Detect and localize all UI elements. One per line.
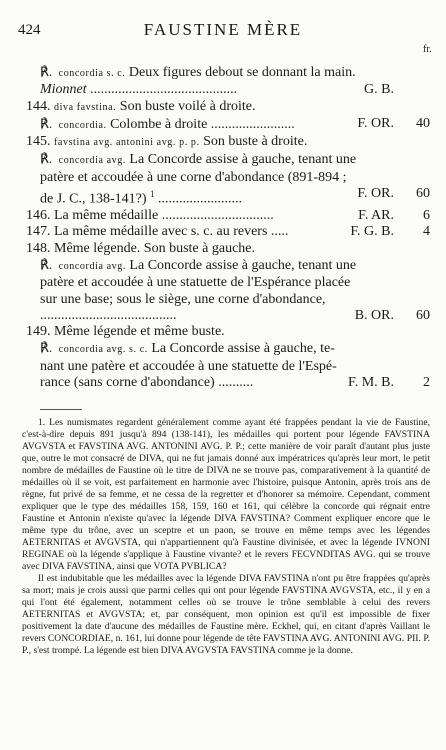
obverse-legend: favstina avg. antonini avg. p. p.: [54, 137, 200, 149]
grade: F. G. B.: [350, 224, 394, 240]
grade: F. AR.: [358, 208, 394, 224]
entry-146: [26, 208, 430, 224]
entry-149: [26, 324, 430, 340]
entry-number: 149.: [26, 324, 51, 340]
reverse-mark: ℟.: [40, 256, 53, 272]
obverse-legend: diva favstina.: [54, 101, 117, 113]
entry-144-reverse: [26, 116, 430, 134]
reverse-mark: ℟.: [40, 340, 53, 356]
reverse-description: patère et accoudée à une statuette de l'Espérance placée: [40, 275, 351, 291]
entry-143-reverse: [26, 64, 430, 82]
entry-number: 147.: [26, 224, 51, 240]
reverse-description: La Concorde assise à gauche, tenant une: [129, 152, 357, 168]
margin-mark: fr.: [423, 44, 432, 55]
reverse-legend: concordia avg.: [58, 155, 126, 167]
entry-147: [26, 224, 430, 240]
entry-148-reverse: [26, 257, 430, 275]
value: 40: [416, 115, 430, 131]
grade: F. OR.: [357, 186, 394, 202]
entry-number: 146.: [26, 208, 51, 224]
entry-148-grade-line: [26, 308, 430, 324]
entry-149-reverse: [26, 340, 430, 358]
leader-dots: ..........................................: [90, 82, 238, 98]
reverse-mark: ℟.: [40, 64, 53, 79]
entry-144: [26, 99, 430, 116]
grade: B. OR.: [354, 307, 394, 323]
description: La même médaille: [54, 208, 159, 224]
entry-number: 144.: [26, 98, 51, 114]
leader-dots: ........................: [210, 116, 295, 132]
value: 60: [416, 186, 430, 202]
entry-148-reverse-cont: [26, 275, 430, 291]
page-number: 424: [18, 22, 41, 38]
reverse-mark: ℟.: [40, 151, 53, 167]
entry-149-reverse-cont: [26, 359, 430, 375]
entry-149-reverse-cont: [26, 375, 430, 391]
reverse-description: Colombe à droite: [110, 116, 208, 132]
entry-145-reverse-cont: [26, 170, 430, 186]
leader-dots: ........................: [158, 191, 243, 207]
obverse-description: Même légende. Son buste à gauche.: [54, 240, 255, 256]
grade: F. OR.: [357, 115, 394, 131]
leader-dots: ................................: [161, 208, 274, 224]
entry-143-reference: [26, 82, 430, 98]
reference-author: Mionnet: [40, 82, 87, 98]
page-title: FAUSTINE MÈRE: [143, 20, 303, 39]
obverse-description: Même légende et même buste.: [54, 324, 225, 340]
reverse-description: La Concorde assise à gauche, tenant une: [129, 257, 357, 273]
grade: F. M. B.: [348, 375, 394, 390]
obverse-description: Son buste voilé à droite.: [119, 98, 256, 114]
reverse-description: de J. C., 138-141?): [40, 191, 147, 207]
reverse-legend: concordia.: [58, 119, 107, 131]
reverse-description: nant une patère et accoudée à une statuette de l'Espé-: [40, 358, 337, 374]
entry-148-reverse-cont: [26, 292, 430, 308]
entry-148: [26, 241, 430, 257]
leader-dots: .......................................: [40, 307, 177, 323]
value: 60: [416, 307, 430, 323]
reverse-description: rance (sans corne d'abondance): [40, 375, 215, 390]
footnote-1-cont: Il est indubitable que les médailles avec la légende DIVA FAVSTINA n'ont pu être frappées qu'après sa mort; mais je crois aussi que parmi celles qui ont pour légende FAVSTINA AVGVSTA, etc., il y en a qui l'ont été également, notamment celles où se trouve le trône semblable à celui des revers AETERNITAS et AVGVSTA; et, par conséquent, mon opinion est qu'il est impossible de fixer positivement la date d'aucune des médailles de Faustine mère. Eckhel, qui, en citant d'après Vaillant le revers CONCORDIAE, n. 161, lui donne pour légende de tête FAVSTINA AVG. ANTONINI AVG. PII. P. P., s'est trompé. La légende est bien DIVA AVGVSTA FAVSTINA comme je la donne.: [22, 573, 430, 656]
value: 4: [423, 224, 430, 240]
leader-dots: ..........: [218, 375, 254, 390]
entry-145-reverse: [26, 151, 430, 169]
obverse-description: Son buste à droite.: [203, 134, 308, 150]
description: La même médaille avec s. c. au revers: [54, 224, 268, 240]
footnotes: [22, 417, 430, 657]
reverse-legend: concordia avg.: [58, 260, 126, 272]
value: 2: [423, 375, 430, 390]
reverse-description: sur une base; sous le siège, une corne d'abondance,: [40, 291, 326, 307]
reverse-description: La Concorde assise à gauche, te-: [151, 341, 335, 357]
entry-145: [26, 134, 430, 151]
footnote-rule: [40, 409, 82, 410]
grade: G. B.: [364, 82, 394, 98]
reverse-mark: ℟.: [40, 115, 53, 131]
reverse-legend: concordia avg. s. c.: [58, 344, 148, 356]
coin-catalogue: [26, 64, 430, 391]
leader-dots: .....: [270, 224, 289, 240]
reverse-legend: concordia s. c.: [58, 68, 126, 79]
footnote-1: 1. Les numismates regardent généralement comme ayant été frappées pendant la vie de Faustine, c'est-à-dire depuis 891 jusqu'à 894 (138-141), les médailles qui portent pour légende FAVSTINA AVGVSTA et FAVSTINA AVG. ANTONINI AVG. P. P.; cette manière de voir paraît d'autant plus juste que, outre le mot consacré de DIVA, qui ne fut jamais donné aux impératrices qu'après leur mort, le petit nombre de médailles de Faustine où le titre de DIVA ne se trouve pas, comparativement à la quantité de médailles où il se voit, est parfaitement en harmonie avec l'histoire, puisque Antonin, après trois ans de règne, fut privé de sa femme, et ne cessa de la regretter et d'honorer sa mémoire. Cependant, comment expliquer que le type des médailles 158, 159, 160 et 161, qui célèbre la concorde qui régnait entre Faustine et Antonin n'existe qu'avec la légende DIVA FAVSTINA? Comment expliquer encore que le même type du trône, avec un sceptre et un paon, se trouve en même temps avec les légendes AETERNITAS et AVGVSTA, qui n'appartiennent qu'à Faustine divinisée, et avec la légende IVNONI REGINAE où la légende s'applique à Faustine vivante? et le revers FECVNDITAS AVG. qui se trouve avec DIVA FAVSTINA, ainsi que VOTA PVBLICA?: [22, 417, 430, 572]
entry-number: 145.: [26, 134, 51, 150]
reverse-description: Deux figures debout se donnant la main.: [128, 65, 356, 80]
reverse-description: patère et accoudée à une corne d'abondance (891-894 ;: [40, 169, 347, 185]
footnote-ref[interactable]: 1: [150, 189, 155, 200]
entry-number: 148.: [26, 240, 51, 256]
entry-145-reverse-cont: [26, 186, 430, 208]
value: 6: [423, 208, 430, 224]
